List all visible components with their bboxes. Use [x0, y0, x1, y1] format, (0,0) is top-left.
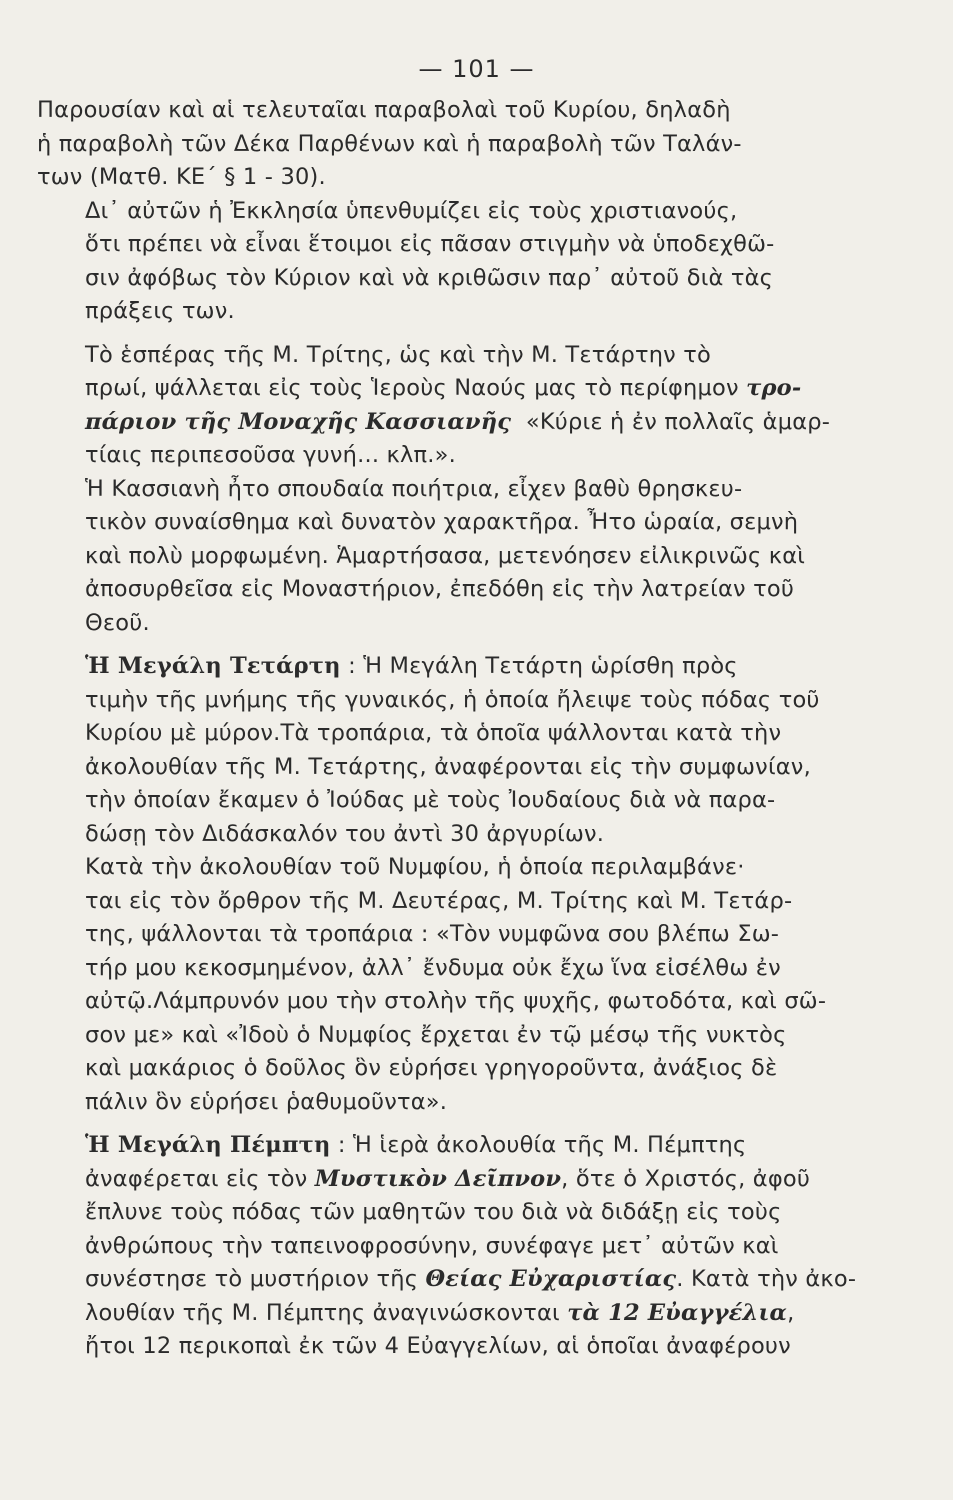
text-line: ὅτι πρέπει νὰ εἶναι ἕτοιμοι εἰς πᾶσαν στιγμὴν νὰ ὑποδεχθῶ- — [85, 231, 775, 257]
body-text — [37, 94, 857, 1364]
text-segment: συνέστησε τὸ μυστήριον τῆς — [85, 1266, 419, 1292]
paragraph-4 — [37, 473, 841, 641]
text-line: της, ψάλλονται τὰ τροπάρια : «Τὸν νυμφῶνα σου βλέπω Σω- — [85, 921, 780, 947]
emphasis-text: τὰ 12 Εὐαγγέλια — [567, 1299, 788, 1326]
text-line: τιμὴν τῆς μνήμης τῆς γυναικός, ἡ ὁποία ἤλειψε τοὺς πόδας τοῦ — [85, 686, 820, 713]
page-number: — 101 — — [418, 55, 535, 83]
paragraph-1 — [37, 94, 841, 195]
text-segment: , ὅτε ὁ Χριστός, ἀφοῦ — [561, 1165, 811, 1192]
text-line: καὶ πολὺ μορφωμένη. Ἁμαρτήσασα, μετενόησεν εἰλικρινῶς καὶ — [85, 542, 806, 569]
text-segment: πρωί, ψάλλεται εἰς τοὺς Ἱεροὺς Ναούς μας τὸ περίφημον — [85, 375, 739, 401]
text-segment: , — [787, 1299, 795, 1326]
text-line: Θεοῦ. — [85, 609, 150, 636]
section-heading: Ἡ Μεγάλη Πέμπτη — [85, 1132, 331, 1158]
text-line: Κατὰ τὴν ἀκολουθίαν τοῦ Νυμφίου, ἡ ὁποία περιλαμβάνε· — [85, 854, 745, 880]
text-line — [37, 1263, 857, 1297]
text-line: σον με» καὶ «Ἰδοὺ ὁ Νυμφίος ἔρχεται ἐν τῷ μέσῳ τῆς νυκτὸς — [85, 1021, 787, 1048]
paragraph-2 — [37, 195, 841, 329]
emphasis-text: πάριον τῆς Μοναχῆς Κασσιανῆς — [85, 408, 512, 435]
text-line: ται εἰς τὸν ὄρθρον τῆς Μ. Δευτέρας, Μ. Τρίτης καὶ Μ. Τετάρ- — [85, 887, 793, 914]
text-line: αὐτῷ.Λάμπρυνόν μου τὴν στολὴν τῆς ψυχῆς, φωτοδότα, καὶ σῶ- — [85, 988, 827, 1014]
text-line: ἀκολουθίαν τῆς Μ. Τετάρτης, ἀναφέρονται εἰς τὴν συμφωνίαν, — [85, 753, 811, 780]
text-line — [37, 1129, 841, 1163]
text-line: ἀποσυρθεῖσα εἰς Μοναστήριον, ἐπεδόθη εἰς τὴν λατρείαν τοῦ — [85, 576, 795, 602]
text-line: πάλιν ὃν εὑρήσει ῥαθυμοῦντα». — [85, 1088, 448, 1115]
text-line: πράξεις των. — [85, 298, 235, 324]
text-line: Ἡ Κασσιανὴ ἦτο σπουδαία ποιήτρια, εἶχεν βαθὺ θρησκευ- — [85, 475, 743, 502]
text-line: τίαις περιπεσοῦσα γυνή... κλπ.». — [85, 442, 456, 468]
paragraph-7 — [37, 1129, 857, 1364]
text-segment: λουθίαν τῆς Μ. Πέμπτης ἀναγινώσκονται — [85, 1299, 560, 1326]
paragraph-6 — [37, 851, 841, 1119]
text-line — [37, 372, 841, 406]
text-line: Δι᾿ αὐτῶν ἡ Ἐκκλησία ὑπενθυμίζει εἰς τοὺς χριστιανούς, — [85, 197, 738, 224]
text-segment: ἀναφέρεται εἰς τὸν — [85, 1165, 308, 1192]
text-line — [37, 650, 841, 684]
text-line — [37, 1297, 841, 1331]
emphasis-text: τρο- — [746, 375, 802, 401]
text-segment: : Ἡ ἱερὰ ἀκολουθία τῆς Μ. Πέμπτης — [337, 1132, 747, 1158]
text-segment: «Κύριε ἡ ἐν πολλαῖς ἁμαρ- — [525, 408, 831, 435]
text-line — [37, 406, 841, 440]
text-line: τὴν ὁποίαν ἔκαμεν ὁ Ἰούδας μὲ τοὺς Ἰουδαίους διὰ νὰ παρα- — [85, 787, 776, 813]
text-line: τικὸν συναίσθημα καὶ δυνατὸν χαρακτῆρα. Ἦτο ὡραία, σεμνὴ — [85, 509, 799, 535]
text-line: καὶ μακάριος ὁ δοῦλος ὃν εὑρήσει γρηγοροῦντα, ἀνάξιος δὲ — [85, 1055, 778, 1081]
paragraph-3 — [37, 339, 841, 473]
text-line: Παρουσίαν καὶ αἱ τελευταῖαι παραβολαὶ τοῦ Κυρίου, δηλαδὴ — [37, 97, 731, 123]
emphasis-text: Μυστικὸν Δεῖπνον — [314, 1165, 562, 1192]
text-line: Κυρίου μὲ μύρον.Τὰ τροπάρια, τὰ ὁποῖα ψάλλονται κατὰ τὴν — [85, 720, 782, 746]
text-line: τήρ μου κεκοσμημένον, ἀλλ᾿ ἔνδυμα οὐκ ἔχω ἵνα εἰσέλθω ἐν — [85, 954, 781, 981]
text-line: δώσῃ τὸν Διδάσκαλόν του ἀντὶ 30 ἀργυρίων. — [85, 820, 605, 847]
text-line: των (Ματθ. ΚΕ΄ § 1 - 30). — [37, 164, 326, 190]
text-line: ἤτοι 12 περικοπαὶ ἐκ τῶν 4 Εὐαγγελίων, αἱ ὁποῖαι ἀναφέρουν — [85, 1333, 791, 1359]
text-line: ἔπλυνε τοὺς πόδας τῶν μαθητῶν του διὰ νὰ διδάξῃ εἰς τοὺς — [85, 1199, 782, 1225]
text-line: ἀνθρώπους τὴν ταπεινοφροσύνην, συνέφαγε μετ᾿ αὐτῶν καὶ — [85, 1232, 779, 1259]
text-segment: . Κατὰ τὴν ἀκο- — [676, 1266, 857, 1292]
text-line: Τὸ ἑσπέρας τῆς Μ. Τρίτης, ὡς καὶ τὴν Μ. Τετάρτην τὸ — [85, 341, 712, 368]
text-line — [37, 1163, 841, 1197]
emphasis-text: Θείας Εὐχαριστίας — [425, 1266, 677, 1292]
text-segment: : Ἡ Μεγάλη Τετάρτη ὡρίσθη πρὸς — [348, 653, 738, 679]
text-line: σιν ἀφόβως τὸν Κύριον καὶ νὰ κριθῶσιν παρ᾿ αὐτοῦ διὰ τὰς — [85, 264, 774, 291]
section-heading: Ἡ Μεγάλη Τετάρτη — [85, 653, 341, 679]
text-line: ἡ παραβολὴ τῶν Δέκα Παρθένων καὶ ἡ παραβολὴ τῶν Ταλάν- — [37, 130, 742, 157]
paragraph-5 — [37, 650, 841, 851]
